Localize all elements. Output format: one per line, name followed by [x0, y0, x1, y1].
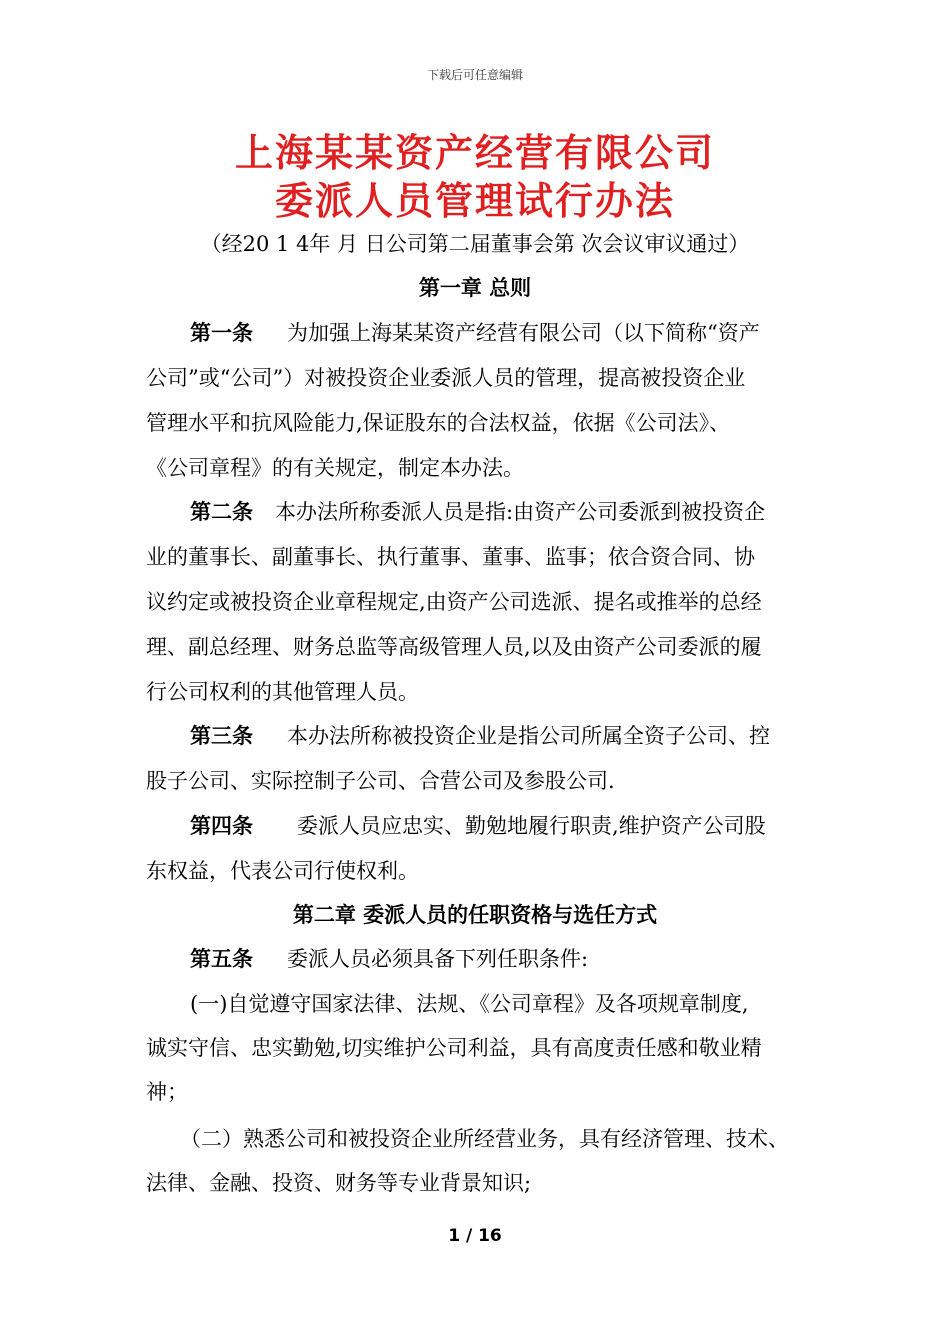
article-3-line: [190, 720, 770, 750]
article-2-line: 业的董事长、副董事长、执行董事、董事、监事；依合资合同、协: [146, 545, 755, 569]
article-3-label: 第三条: [190, 724, 253, 748]
article-4-line: [190, 810, 766, 840]
item-2-line: （二）熟悉公司和被投资企业所经营业务，具有经济管理、技术、: [180, 1127, 789, 1151]
article-2-label: 第二条: [190, 500, 253, 524]
article-5-text: 委派人员必须具备下列任职条件:: [287, 947, 589, 971]
article-3-line: 股子公司、实际控制子公司、合营公司及参股公司.: [146, 769, 615, 793]
article-1-line: 管理水平和抗风险能力,保证股东的合法权益，依据《公司法》、: [146, 411, 731, 435]
article-4-label: 第四条: [190, 814, 253, 838]
article-2-line: 行公司权利的其他管理人员。: [146, 680, 419, 704]
item-2-line: 法律、金融、投资、财务等专业背景知识;: [146, 1171, 532, 1195]
article-2-line: [190, 496, 765, 526]
page-number: 1 / 16: [448, 1226, 502, 1246]
article-5-line: [190, 943, 588, 973]
document-title-line1: 上海某某资产经营有限公司: [234, 131, 715, 175]
article-1-line: 《公司章程》的有关规定，制定本办法。: [146, 456, 524, 480]
chapter-1-heading: 第一章 总则: [418, 276, 532, 300]
article-1-line: 公司”或“公司”）对被投资企业委派人员的管理，提高被投资企业: [146, 366, 746, 390]
article-2-line: 理、副总经理、财务总监等高级管理人员,以及由资产公司委派的履: [146, 635, 762, 659]
header-note: 下载后可任意编辑: [426, 68, 523, 82]
article-5-label: 第五条: [190, 947, 253, 971]
item-1-line: (一)自觉遵守国家法律、法规、《公司章程》及各项规章制度,: [190, 992, 749, 1016]
item-1-line: 诚实守信、忠实勤勉,切实维护公司利益，具有高度责任感和敬业精: [146, 1036, 762, 1060]
chapter-2-heading: 第二章 委派人员的任职资格与选任方式: [292, 903, 658, 927]
item-1-line: 神；: [146, 1080, 188, 1104]
approval-note: （经20 1 4年 月 日公司第二届董事会第 次会议审议通过）: [200, 232, 750, 256]
article-4-text: 委派人员应忠实、勤勉地履行职责,维护资产公司股: [297, 814, 766, 838]
article-2-line: 议约定或被投资企业章程规定,由资产公司选派、提名或推举的总经: [146, 590, 762, 614]
document-title-line2: 委派人员管理试行办法: [274, 179, 675, 223]
article-2-text: 本办法所称委派人员是指:由资产公司委派到被投资企: [275, 500, 766, 524]
article-1-line: [190, 317, 760, 347]
article-4-line: 东权益，代表公司行使权利。: [146, 859, 419, 883]
article-3-text: 本办法所称被投资企业是指公司所属全资子公司、控: [287, 724, 770, 748]
article-1-label: 第一条: [190, 321, 253, 345]
article-1-text: 为加强上海某某资产经营有限公司（以下简称“资产: [287, 321, 760, 345]
